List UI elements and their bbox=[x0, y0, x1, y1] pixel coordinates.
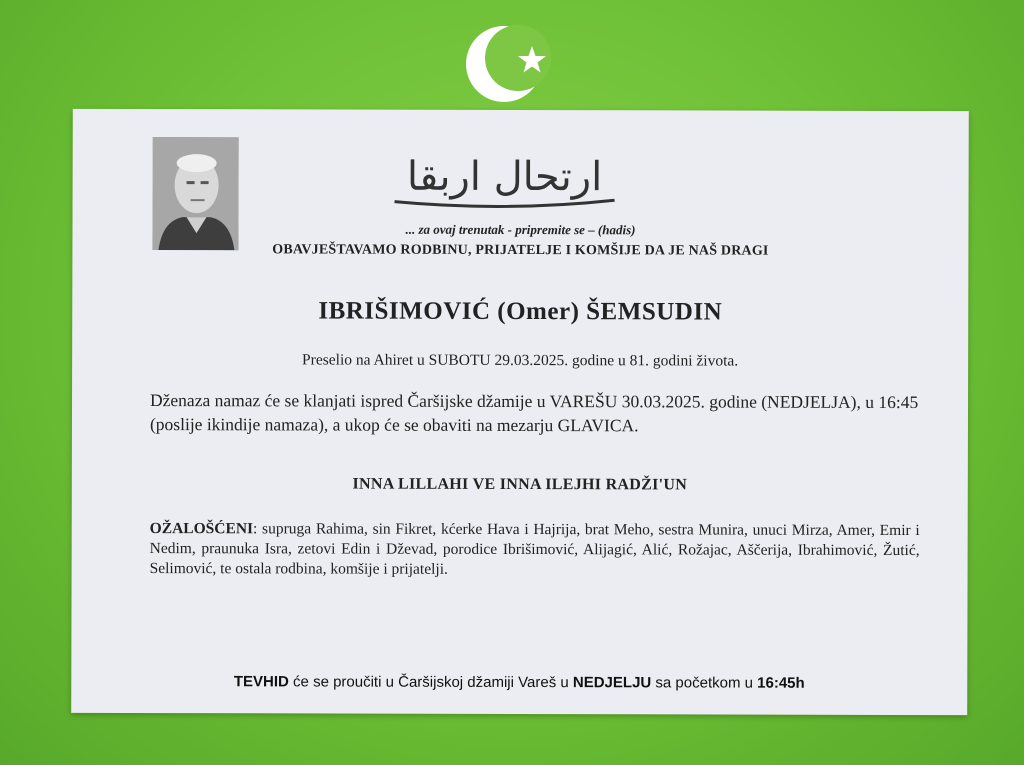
obituary-notice bbox=[71, 109, 969, 715]
mourners-list: : supruga Rahima, sin Fikret, kćerke Hava i Hajrija, brat Meho, sestra Munira, unuci Mirza, Amer, Emir i Nedim, praunuka Isra, zetovi Edin i Dževad, porodice Ibrišimović, Alijagić, Alić, Rožajac, Aščerija, Ibrahimović, Žutić, Selimović, te ostala rodbina, komšije i prijatelji. bbox=[149, 520, 920, 578]
tevhid-day: NEDJELJU bbox=[572, 674, 652, 692]
svg-text:ارتحال اربقا: ارتحال اربقا bbox=[406, 153, 603, 201]
arabic-calligraphy bbox=[385, 134, 625, 215]
crescent-star-icon bbox=[462, 20, 572, 110]
tevhid-time: 16:45h bbox=[757, 674, 805, 692]
tevhid-line: TEVHID će se proučiti u Čaršijskoj džamiji Vareš u NEDJELJU sa početkom u 16:45h bbox=[233, 673, 805, 692]
deceased-name: IBRIŠIMOVIĆ (Omer) ŠEMSUDIN bbox=[318, 297, 723, 326]
tevhid-label: TEVHID bbox=[233, 673, 289, 691]
mourners-paragraph bbox=[150, 519, 920, 581]
inform-line: OBAVJEŠTAVAMO RODBINU, PRIJATELJE I KOMŠIJE DA JE NAŠ DRAGI bbox=[272, 242, 769, 259]
mourners-label: OŽALOŠĆENI bbox=[149, 520, 254, 538]
passing-date-line: Preselio na Ahiret u SUBOTU 29.03.2025. godine u 81. godini života. bbox=[302, 351, 739, 370]
funeral-details: Dženaza namaz će se klanjati ispred Čaršijske džamije u VAREŠU 30.03.2025. godine (NEDJELJA), u 16:45 (poslije ikindije namaza), a ukop će se obaviti na mezarju GLAVICA. bbox=[149, 390, 919, 436]
inna-lillahi-line: INNA LILLAHI VE INNA ILEJHI RADŽI'UN bbox=[352, 475, 688, 494]
hadis-line: ... za ovaj trenutak - pripremite se – (hadis) bbox=[405, 221, 636, 238]
